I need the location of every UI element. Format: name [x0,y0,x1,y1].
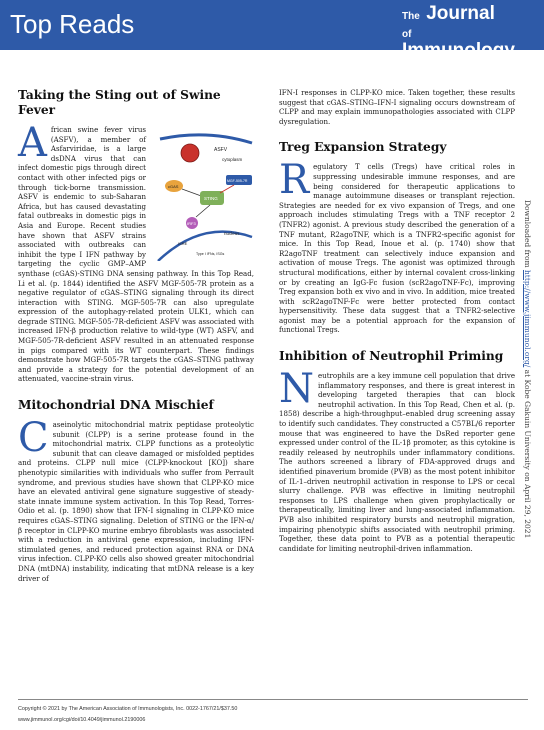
article-text: egulatory T cells (Tregs) have critical roles in suppressing undesirable immune responses, and are being considered for therapeutic applications to manage autoimmune diseases or transplant rejection. Strategies are needed for ex vivo expansion of Tregs, and one approach includes stimulating Tregs with a TNF receptor 2 (TNFR2) agonist. A previous study described the generation of a TNF mutant, R2agoTNF, which is a TNFR2-specific agonist for mice. In this Top Read, Inoue et al. (p. 1740) show that R2agoTNF treatment can selectively induce expansion and activation of mouse Tregs. The agonist was optimized through structural modifications, either by internal covalent cross-linking or by creating an IgG-Fc fusion (scR2agoTNF-Fc), improving Treg expansion both ex vivo and in vivo. In addition, mice treated with scR2agoTNF-Fc were better protected from contact hypersensitivity. These data suggest that a TNFR2-selective agonist may be a potential approach for the expansion of functional Tregs. [279,162,515,335]
nuclear-membrane [158,232,252,261]
article-text: aseinolytic mitochondrial matrix peptidase proteolytic subunit (CLPP) is a serine protease found in the mitochondrial matrix. CLPP functions as a proteolytic subunit that can cleave damaged or misfolded peptides and proteins. CLPP null mice (CLPP-knockout [KO]) share phenotypic similarities with individuals who suffer from Perrault syndrome, and previous studies have shown that CLPP-KO mice have an elevated antiviral gene signature suggestive of steady-state innate immune system activation. In this Top Read, Torres-Odio et al. (p. 1890) show that IFN-I signaling in CLPP-KO mice requires cGAS–STING signaling. Deletion of STING or the IFN-α/β receptor in CLPP-KO murine embryo fibroblasts was associated with a reduction in antiviral gene expression, including IFN-stimulated genes, and reduced protection against RNA or DNA virus infection. CLPP-KO cells also showed greater mitochondrial DNA (mtDNA) instability, indicating that mtDNA release is a key driver of [18,420,254,583]
drop-cap: C [18,415,49,462]
page-footer [18,699,528,726]
article-heading: Inhibition of Neutrophil Priming [279,349,504,364]
drop-cap: N [279,366,314,413]
arrow-sting-irf3 [196,205,210,217]
article-heading: Mitochondrial DNA Mischief [18,398,214,413]
journal-header-banner [0,0,544,61]
membrane-curve [160,135,252,143]
figure-label-irf3: IRF3 [187,221,196,226]
download-notice [523,200,532,538]
section-title: Top Reads [10,9,135,39]
inhibition-line [220,185,234,193]
sting-pathway-figure [152,131,254,261]
figure-label-isre: ISRE [178,241,188,246]
pathway-diagram [152,131,254,261]
virus-particle [181,144,199,162]
left-column [18,88,254,583]
article-text: frican swine fever virus (ASFV), a member of Asfarviridae, is a large dsDNA virus that can infect domestic pigs through direct contact with other infected pigs or through tick-borne transmission. ASFV is endemic to sub-Saharan Africa, but has caused devastating fatal outbreaks in domestic pigs in Asia and Europe. Recent studies have shown that ASFV strains associated with outbreaks can inhibit the type I IFN pathway by targeting the cyclic GMP–AMP synthase (cGAS)-STING DNA sensing pathway. In this Top Read, Li et al. (p. 1844) identified the ASFV MGF-505-7R protein as a negative regulator of cGAS–STING signaling through its direct interaction with STING. MGF-505-7R can also upregulate expression of the autophagy-related protein ULK1, which can degrade STING. MGF-505-7R-deficient ASFV was associated with increased IFN-β production relative to wild-type (WT) ASFV, and MGF-505-7R-deficient ASFV resulted in an attenuated response in pigs compared with its WT counterpart. These findings demonstrate how MGF-505-7R targets the cGAS–STING pathway and provide a strategy for the potential development of an attenuated, vaccine-strain virus. [18,125,254,384]
copyright-line: Copyright © 2021 by The American Association of Immunologists, Inc. 0022-1767/21/$37.50 [18,706,238,712]
figure-label-ifns: Type I IFNs, ISGs [196,252,225,256]
download-suffix: at Kobe Gakuin University on April 29, 2021 [523,367,532,539]
figure-label-nucleus: nucleus [224,231,240,236]
figure-label-cgas: cGAS [168,184,179,189]
article-text: eutrophils are a key immune cell population that drive inflammatory responses, and there is great interest in developing targeted therapies that can block neutrophil activation. In this Top Read, Chen et al. (p. 1858) describe a high-throughput–enabled drug screening assay to identify such candidates. They constructed a C57BL/6 reporter mouse that was engineered to have the DsRed reporter gene expressed under control of the IL-1β promoter, as this cytokine is readily released by neutrophils under inflammatory conditions. The authors screened a library of FDA-approved drugs and identified pinaverium bromide (PVB) as the most potent inhibitor of IL-1–driven neutrophil activation in response to LPS or cecal slurry challenge. PVB was effective in limiting neutrophil responses to LPS challenge when given prophylactically or therapeutically, limiting liver and lung-associated inflammation. PVB also inhibited respiratory bursts and neutrophil migration, impairing phenotypic shifts associated with neutrophil priming. Together, these data point to PVB as a potential therapeutic candidate for limiting neutrophil-driven inflammation. [279,371,515,553]
article-heading: Treg Expansion Strategy [279,140,447,155]
article-body-continued [279,88,515,126]
logo-of: of [402,29,412,40]
figure-label-asfv: ASFV [214,147,228,153]
download-link[interactable]: http://www.jimmunol.org/ [523,269,532,368]
article-treg-expansion [279,140,515,335]
footer-rule [18,699,528,700]
article-body [18,415,254,583]
logo-journal: Journal [426,3,495,24]
article-swine-fever [18,88,254,384]
drop-cap: R [279,157,310,204]
article-heading: Taking the Sting out of Swine Fever [18,88,221,117]
article-body [279,157,515,335]
article-mitochondrial-dna [18,398,254,583]
figure-label-cytoplasm: cytoplasm [222,157,243,162]
journal-logo [402,3,522,61]
drop-cap: A [18,120,47,166]
doi-line: www.jimmunol.org/cgi/doi/10.4049/jimmunol.2190006 [18,717,146,723]
article-text: IFN-I responses in CLPP-KO mice. Taken together, these results suggest that cGAS–STING–IFN-I signaling occurs downstream of CLPP and may explain immunopathologies associated with CLPP dysregulation. [279,88,515,126]
figure-label-mgf: MGF-505-7R [227,179,248,183]
logo-the: The [402,11,420,22]
download-prefix: Downloaded from [523,200,532,270]
article-neutrophil-priming [279,349,515,553]
figure-label-sting: STING [204,196,218,201]
article-body [279,366,515,553]
logo-immunology: Immunology [402,40,515,61]
right-column [279,88,515,553]
